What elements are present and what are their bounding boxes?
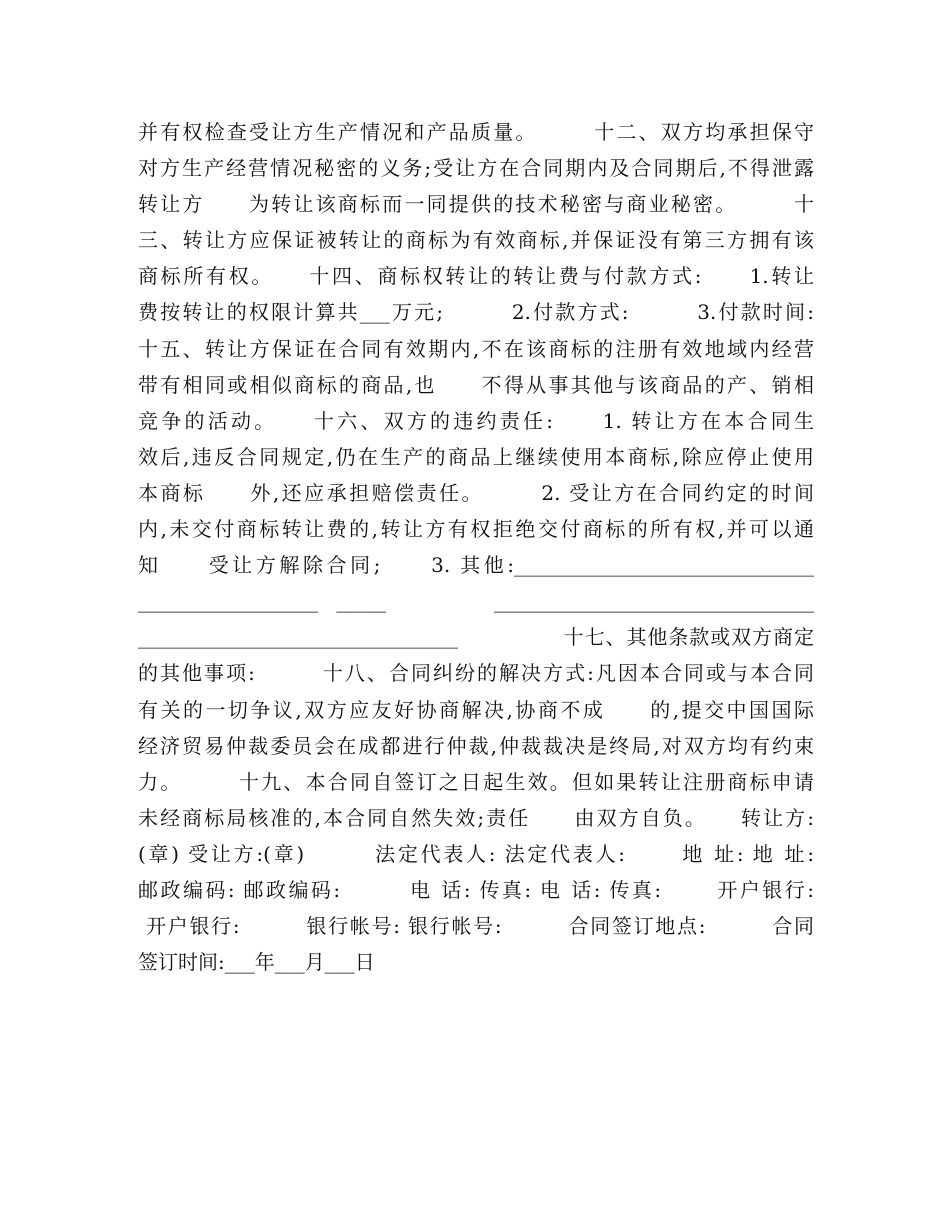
text-line: ________________________________ 十七、其他条款或双方商定 [138,625,814,650]
text-line: 竞争的活动。 十六、双方的违约责任: 1. 转让方在本合同生 [138,408,814,433]
text-line: 的其他事项: 十八、合同纠纷的解决方式:凡因本合同或与本合同 [138,661,814,686]
text-line: 转让方 为转让该商标而一同提供的技术秘密与商业秘密。 十 [138,192,814,217]
text-line: __________________ _____ ________________________________ [138,589,814,614]
text-line: 三、转让方应保证被转让的商标为有效商标,并保证没有第三方拥有该 [138,228,814,253]
text-line: 并有权检查受让方生产情况和产品质量。 十二、双方均承担保守 [138,120,814,144]
text-line: 开户银行: 银行帐号: 银行帐号: 合同签订地点: 合同 [138,914,814,939]
text-line: 效后,违反合同规定,仍在生产的商品上继续使用本商标,除应停止使用 [138,444,814,469]
text-line: 力。 十九、本合同自签订之日起生效。但如果转让注册商标申请 [138,769,814,794]
contract-text-body [138,114,814,980]
text-line: 未经商标局核准的,本合同自然失效;责任 由双方自负。 转让方: [138,805,814,830]
text-line: (章) 受让方:(章) 法定代表人: 法定代表人: 地 址: 地 址: [138,841,814,866]
text-line: 有关的一切争议,双方应友好协商解决,协商不成 的,提交中国国际 [138,697,814,722]
text-line: 知 受让方解除合同; 3. 其他:______________________________ [138,553,814,578]
text-line: 内,未交付商标转让费的,转让方有权拒绝交付商标的所有权,并可以通 [138,517,814,542]
text-line: 商标所有权。 十四、商标权转让的转让费与付款方式: 1.转让 [138,264,814,289]
text-line: 对方生产经营情况秘密的义务;受让方在合同期内及合同期后,不得泄露 [138,156,814,181]
text-line: 本商标 外,还应承担赔偿责任。 2. 受让方在合同约定的时间 [138,480,814,505]
text-line: 费按转让的权限计算共___万元; 2.付款方式: 3.付款时间: [138,300,814,325]
text-line-last: 签订时间:___年___月___日 [138,950,375,975]
text-line: 经济贸易仲裁委员会在成都进行仲裁,仲裁裁决是终局,对双方均有约束 [138,733,814,758]
text-line: 带有相同或相似商标的商品,也 不得从事其他与该商品的产、销相 [138,372,814,397]
text-line: 邮政编码: 邮政编码: 电 话: 传真: 电 话: 传真: 开户银行: [138,877,814,902]
text-line: 十五、转让方保证在合同有效期内,不在该商标的注册有效地域内经营 [138,336,814,361]
